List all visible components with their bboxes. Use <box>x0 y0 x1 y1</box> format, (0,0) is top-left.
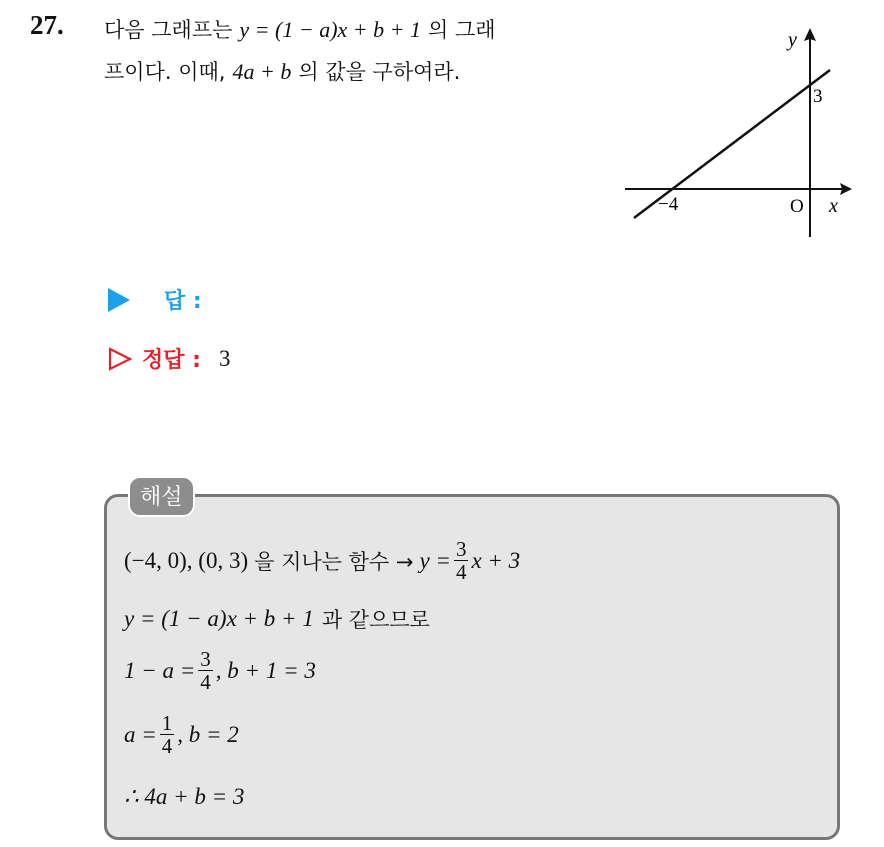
question-text-2: 프이다. 이때, <box>104 60 226 84</box>
answer-input-row <box>108 284 202 315</box>
fraction-denominator: 4 <box>200 670 211 695</box>
solution-line-4 <box>124 712 239 757</box>
solution-line-2 <box>124 604 430 634</box>
solution-conclusion: ∴ 4a + b = 3 <box>124 784 245 809</box>
solution-text-1: 을 지나는 함수 → <box>254 549 414 574</box>
solution-formula-2: y = (1 − a)x + b + 1 <box>124 606 314 631</box>
question-number: 27. <box>30 10 64 40</box>
fraction-3-4 <box>198 648 213 693</box>
fraction-denominator: 4 <box>455 560 467 585</box>
solution-lhs-4: a = <box>124 721 157 747</box>
fraction-numerator: 1 <box>161 711 173 735</box>
question-formula-2: 4a + b <box>232 59 292 84</box>
fraction-numerator: 3 <box>455 537 467 561</box>
fraction-denominator: 4 <box>161 734 173 759</box>
fraction-numerator: 3 <box>200 647 211 671</box>
solution-tag: 해설 <box>128 476 195 517</box>
correct-answer-row <box>108 343 230 374</box>
solution-rhs-4: , b = 2 <box>177 721 239 747</box>
solution-points: (−4, 0), (0, 3) <box>124 547 249 573</box>
answer-label: 답 : <box>164 289 202 314</box>
question-line-2 <box>104 56 460 86</box>
fraction-1-4 <box>160 712 175 757</box>
solution-line-3 <box>124 648 316 693</box>
fraction-3-4 <box>454 538 469 583</box>
y-intercept-label: 3 <box>813 86 823 107</box>
question-text-1: 다음 그래프는 <box>104 18 233 42</box>
solution-text-2: 과 같으므로 <box>321 608 430 632</box>
question-suffix-1: 의 그래 <box>427 18 496 42</box>
solution-rhs-1: x + 3 <box>471 547 521 573</box>
correct-answer-value: 3 <box>218 345 231 371</box>
solution-line-5 <box>124 784 244 810</box>
x-intercept-label: −4 <box>658 194 679 215</box>
play-triangle-icon <box>108 288 130 312</box>
question-line-1 <box>104 14 496 44</box>
y-axis-label: y <box>788 29 797 51</box>
line-graph <box>620 22 860 244</box>
outline-triangle-icon <box>108 347 132 371</box>
question-formula-1: y = (1 − a)x + b + 1 <box>239 17 421 42</box>
solution-rhs-3: , b + 1 = 3 <box>215 657 316 683</box>
correct-answer-label: 정답 : <box>142 348 201 373</box>
solution-line-1 <box>124 538 520 583</box>
x-axis-label: x <box>829 195 838 217</box>
solution-lhs-1: y = <box>419 547 451 573</box>
origin-label: O <box>790 196 804 217</box>
question-suffix-2: 의 값을 구하여라. <box>298 60 461 84</box>
solution-lhs-3: 1 − a = <box>124 657 196 683</box>
